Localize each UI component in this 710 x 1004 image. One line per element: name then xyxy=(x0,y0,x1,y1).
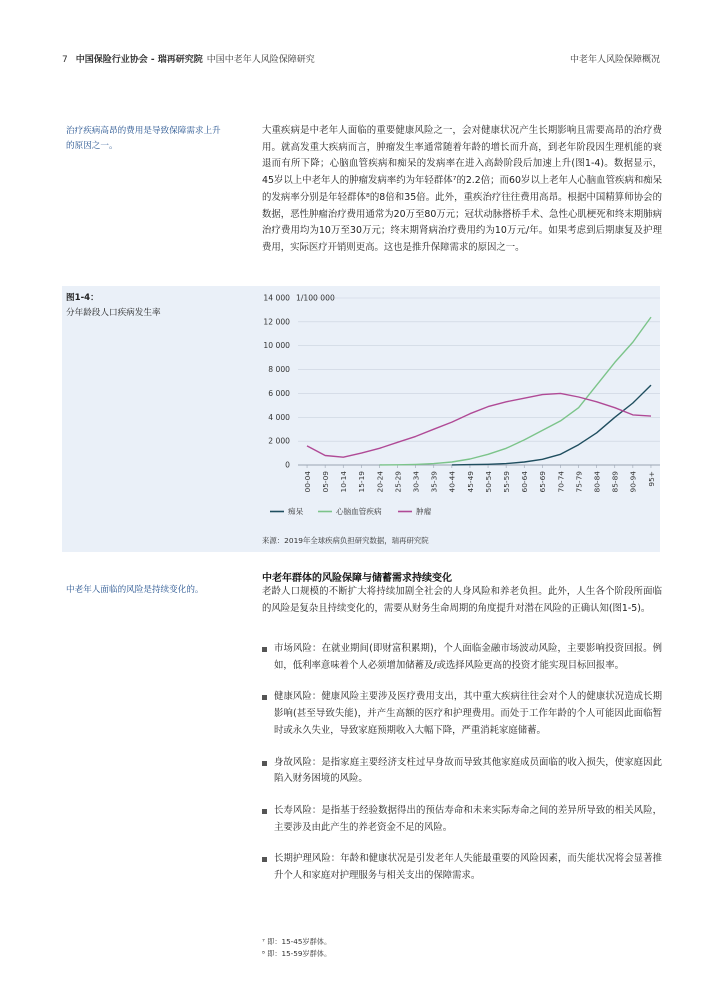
intro-paragraph-text: 大重疾病是中老年人面临的重要健康风险之一，会对健康状况产生长期影响且需要高昂的治疗费用。就高发重大疾病而言，肿瘤发生率通常随着年龄的增长而升高，到老年阶段因生理机能的衰退而有所下降；心脑血管疾病和痴呆的发病率在进入高龄阶段后加速上升(图1-4)。数据显示，45岁以上中老年人的肿瘤发病率约为年轻群体⁷的2.2倍；而60岁以上老年人心脑血管疾病和痴呆的发病率分别是年轻群体⁸的8倍和35倍。此外，重疾治疗往往费用高昂。根据中国精算师协会的数据，恶性肿瘤治疗费用通常为20万至80万元；冠状动脉搭桥手术、急性心肌梗死和终末期肺病治疗费用均为10万至30万元；终末期肾病治疗费用约为10万元/年。如果考虑到后期康复及护理费用，实际医疗开销则更高。这也是推升保障需求的原因之一。 xyxy=(262,125,662,253)
list-item xyxy=(262,851,662,884)
section-title: 中老年群体的风险保障与储蓄需求持续变化 xyxy=(262,573,452,584)
chart-series xyxy=(307,317,651,465)
chart-unit-label: 1/100 000 xyxy=(296,293,335,303)
header-organization: 中国保险行业协会 - 瑞再研究院 xyxy=(75,55,203,65)
list-item-text: 身故风险：是指家庭主要经济支柱过早身故而导致其他家庭成员面临的收入损失，使家庭因此陷入财务困境的风险。 xyxy=(274,756,662,785)
figure-label xyxy=(66,291,161,321)
x-tick-label: 80-84 xyxy=(592,471,602,493)
x-tick-label: 50-54 xyxy=(483,471,493,493)
x-tick-label: 20-24 xyxy=(375,471,385,493)
list-item-text: 市场风险：在就业期间(即财富积累期)，个人面临金融市场波动风险，主要影响投资回报。例如，低利率意味着个人必须增加储蓄及/或选择风险更高的投资才能实现目标回报率。 xyxy=(274,643,662,671)
margin-note-risk: 中老年人面临的风险是持续变化的。 xyxy=(66,585,204,595)
x-tick-label: 35-39 xyxy=(429,471,439,493)
chart-x-axis xyxy=(303,465,656,492)
y-tick-label: 10 000 xyxy=(263,341,290,351)
x-tick-label: 10-14 xyxy=(339,471,349,493)
risk-list xyxy=(262,641,662,900)
x-tick-label: 40-44 xyxy=(447,471,457,493)
chart-grid xyxy=(298,298,660,465)
x-tick-label: 75-79 xyxy=(574,471,584,493)
y-tick-label: 14 000 xyxy=(263,293,290,303)
x-tick-label: 15-19 xyxy=(357,471,367,493)
list-item xyxy=(262,689,662,739)
x-tick-label: 25-29 xyxy=(393,471,403,493)
footnote-7: ⁷ 即：15-45岁群体。 xyxy=(262,937,332,946)
chart-legend xyxy=(270,506,432,516)
list-item xyxy=(262,641,662,674)
x-tick-label: 90-94 xyxy=(628,471,638,493)
list-item xyxy=(262,803,662,836)
bullet-icon xyxy=(262,647,267,652)
margin-note-cost: 治疗疾病高昂的费用是导致保障需求上升的原因之一。 xyxy=(66,126,221,151)
bullet-icon xyxy=(262,857,267,862)
figure-caption: 分年龄段人口疾病发生率 xyxy=(66,308,161,318)
x-tick-label: 00-04 xyxy=(302,471,312,493)
legend-label: 心脑血管疾病 xyxy=(336,507,382,516)
figure-source: 来源：2019年全球疾病负担研究数据，瑞再研究院 xyxy=(262,536,429,545)
y-tick-label: 0 xyxy=(285,460,290,470)
x-tick-label: 55-59 xyxy=(501,471,511,493)
header-report-title: 中国中老年人风险保障研究 xyxy=(206,55,315,65)
x-tick-label: 60-64 xyxy=(520,471,530,493)
series-line xyxy=(307,393,651,457)
list-item-text: 长寿风险：是指基于经验数据得出的预估寿命和未来实际寿命之间的差异所导致的相关风险，主要涉及由此产生的养老资金不足的风险。 xyxy=(274,804,662,833)
footnotes xyxy=(262,936,331,960)
series-line xyxy=(380,317,652,465)
intro-paragraph xyxy=(262,123,662,257)
x-tick-label: 95+ xyxy=(646,471,656,487)
footnote-8: ⁸ 即：15-59岁群体。 xyxy=(262,949,332,958)
x-tick-label: 30-34 xyxy=(411,471,421,493)
x-tick-label: 85-89 xyxy=(610,471,620,493)
section-paragraph-text: 老龄人口规模的不断扩大将持续加剧全社会的人身风险和养老负担。此外，人生各个阶段所面临的风险是复杂且持续变化的，需要从财务生命周期的角度提升对潜在风险的正确认知(图1-5)。 xyxy=(262,586,662,614)
y-tick-label: 6 000 xyxy=(268,388,290,398)
x-tick-label: 70-74 xyxy=(556,471,566,493)
list-item xyxy=(262,755,662,788)
x-tick-label: 65-69 xyxy=(538,471,548,493)
figure-number: 图1-4： xyxy=(66,293,99,303)
list-item-text: 长期护理风险：年龄和健康状况是引发老年人失能最重要的风险因素，而失能状况将会显著推升个人和家庭对护理服务与相关支出的保障需求。 xyxy=(274,853,662,882)
x-tick-label: 05-09 xyxy=(320,471,330,493)
disease-incidence-chart xyxy=(258,290,668,530)
bullet-icon xyxy=(262,695,267,700)
section-paragraph xyxy=(262,584,662,617)
legend-label: 肿瘤 xyxy=(416,507,432,516)
y-tick-label: 8 000 xyxy=(268,365,290,375)
chart-y-axis xyxy=(263,294,290,470)
legend-label: 痴呆 xyxy=(288,507,304,516)
y-tick-label: 12 000 xyxy=(263,317,290,327)
y-tick-label: 4 000 xyxy=(268,412,290,422)
page-number: 7 xyxy=(62,55,68,65)
bullet-icon xyxy=(262,761,267,766)
y-tick-label: 2 000 xyxy=(268,436,290,446)
header-section-title: 中老年人风险保障概况 xyxy=(569,55,660,65)
page-header-left xyxy=(62,52,315,65)
list-item-text: 健康风险：健康风险主要涉及医疗费用支出，其中重大疾病往往会对个人的健康状况造成长期影响(甚至导致失能)，并产生高额的医疗和护理费用。而处于工作年龄的个人可能因此面临暂时或永久失业，导致家庭预期收入大幅下降，严重消耗家庭储蓄。 xyxy=(274,691,662,736)
bullet-icon xyxy=(262,809,267,814)
x-tick-label: 45-49 xyxy=(465,471,475,493)
